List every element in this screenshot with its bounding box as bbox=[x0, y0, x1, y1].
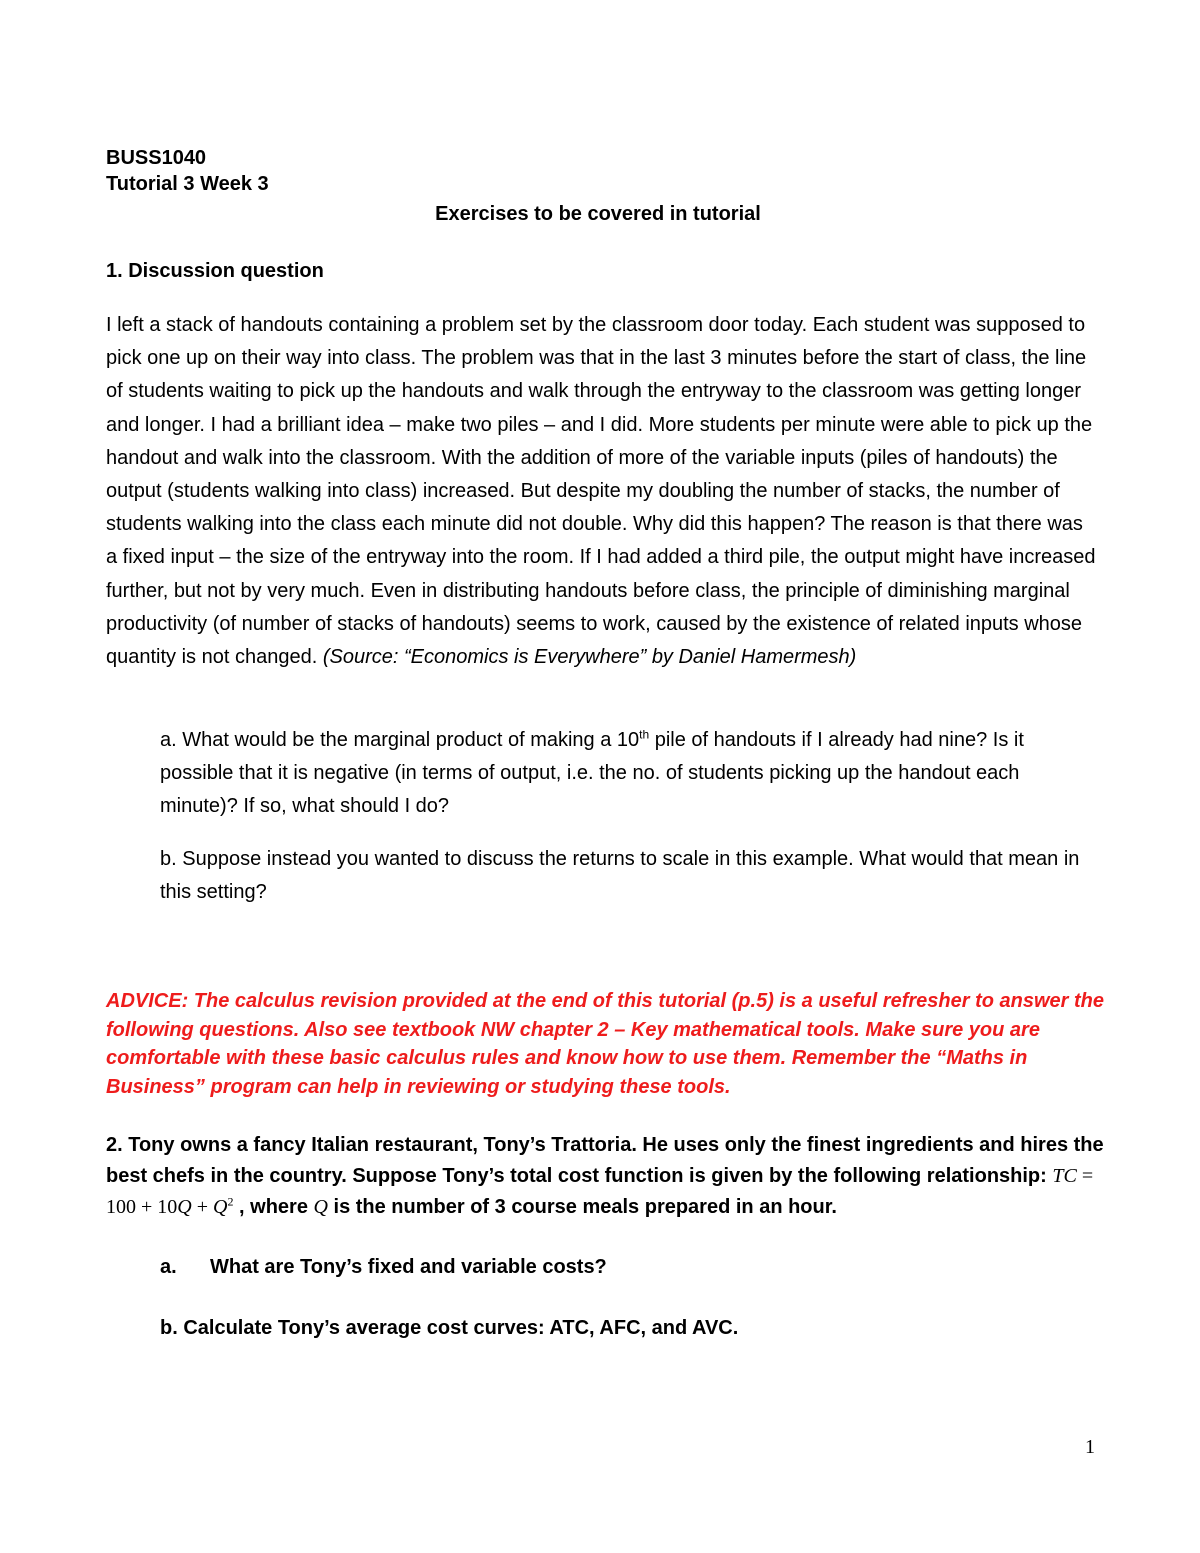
formula-coefficient: 10 bbox=[157, 1196, 178, 1218]
formula-equals: = bbox=[1076, 1165, 1094, 1187]
question-1-part-a bbox=[160, 724, 1100, 823]
question-1-body bbox=[106, 309, 1096, 674]
course-code: BUSS1040 bbox=[106, 147, 207, 169]
page-number: 1 bbox=[1085, 1436, 1095, 1458]
question-1-part-a-sup: th bbox=[639, 727, 650, 742]
formula-plus-2: + bbox=[191, 1196, 214, 1218]
formula-exponent: 2 bbox=[227, 1194, 234, 1209]
question-2 bbox=[106, 1130, 1106, 1223]
question-1-part-a-before: a. What would be the marginal product of making a 10 bbox=[160, 729, 640, 751]
section-title-text: Exercises to be covered in tutorial bbox=[435, 203, 761, 225]
question-2-mid: , where bbox=[233, 1196, 314, 1218]
variable-q: Q bbox=[313, 1196, 328, 1218]
formula-q: Q bbox=[177, 1196, 192, 1218]
question-2-part-a-label: a. bbox=[160, 1256, 177, 1278]
section-title bbox=[0, 200, 1200, 228]
formula-constant: 100 bbox=[106, 1196, 136, 1218]
question-2-part-b: b. Calculate Tony’s average cost curves: ATC, AFC, and AVC. bbox=[160, 1317, 739, 1339]
question-1-part-a-after: pile of handouts if I already had nine? Is it possible that it is negative (in terms of output, i.e. the no. of students picking up the handout each minute)? If so, what should I do? bbox=[160, 729, 1024, 817]
question-2-part-a bbox=[160, 1252, 607, 1283]
formula-q-squared: Q bbox=[213, 1196, 228, 1218]
question-2-intro: 2. Tony owns a fancy Italian restaurant, Tony’s Trattoria. He uses only the finest ingredients and hires the best chefs in the country. Suppose Tony’s total cost function is given by the following relationship: bbox=[106, 1134, 1104, 1187]
advice-note: ADVICE: The calculus revision provided at the end of this tutorial (p.5) is a useful refresher to answer the following questions. Also see textbook NW chapter 2 – Key mathematical tools. Make sure you are comfortable with these basic calculus rules and know how to use them. Remember the “Maths in Business” program can help in reviewing or studying these tools. bbox=[106, 990, 1104, 1098]
question-2-outro: is the number of 3 course meals prepared in an hour. bbox=[327, 1196, 837, 1218]
question-2-part-a-text: What are Tony’s fixed and variable costs? bbox=[210, 1256, 607, 1278]
question-1-source: (Source: “Economics is Everywhere” by Daniel Hamermesh) bbox=[322, 646, 857, 669]
tutorial-label: Tutorial 3 Week 3 bbox=[106, 173, 269, 195]
formula-plus-1: + bbox=[136, 1196, 158, 1218]
formula-lhs: TC bbox=[1052, 1165, 1077, 1187]
question-1-part-b: b. Suppose instead you wanted to discuss the returns to scale in this example. What would that mean in this setting? bbox=[160, 848, 1080, 903]
question-1-text: I left a stack of handouts containing a problem set by the classroom door today. Each student was supposed to pick one up on their way into class. The problem was that in the last 3 minutes before the start of class, the line of students waiting to pick up the handouts and walk through the entryway to the classroom was getting longer and longer. I had a brilliant idea – make two piles – and I did. More students per minute were able to pick up the handout and walk into the classroom. With the addition of more of the variable inputs (piles of handouts) the output (students walking into class) increased. But despite my doubling the number of stacks, the number of students walking into the class each minute did not double. Why did this happen? The reason is that there was a fixed input – the size of the entryway into the room. If I had added a third pile, the output might have increased further, but not by very much. Even in distributing handouts before class, the principle of diminishing marginal productivity (of number of stacks of handouts) seems to work, caused by the existence of related inputs whose quantity is not changed. bbox=[106, 314, 1096, 669]
question-1-heading: 1. Discussion question bbox=[106, 260, 324, 282]
